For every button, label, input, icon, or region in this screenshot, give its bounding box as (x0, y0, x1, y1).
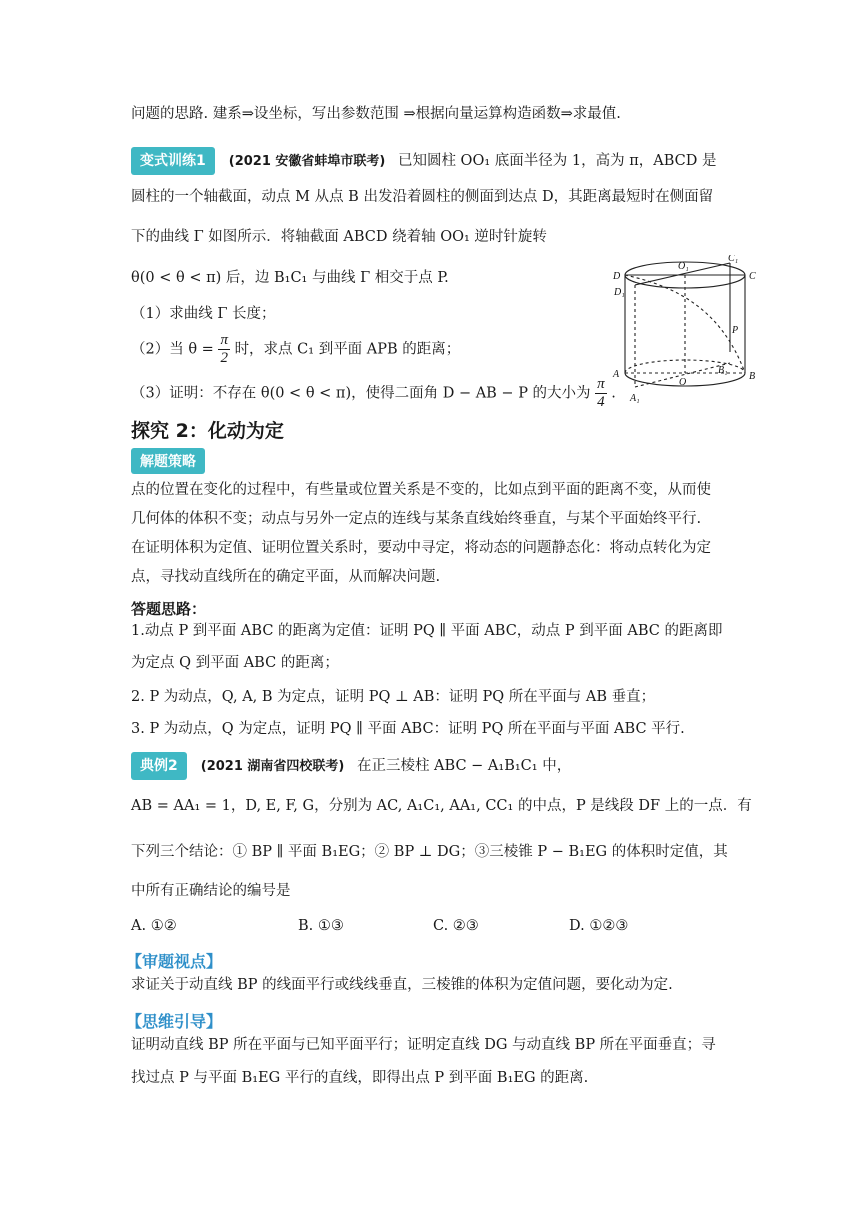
label-a: A (613, 369, 620, 380)
question-2-prefix: （2）当 θ = (131, 341, 214, 358)
label-b: B (749, 371, 756, 382)
variant-badge: 变式训练1 (131, 147, 215, 175)
example-source: (2021 湖南省四校联考) (200, 759, 345, 774)
question-3-suffix: . (611, 385, 616, 402)
fraction-pi-over-2 (218, 332, 230, 367)
option-b: B. ①③ (298, 918, 344, 934)
fraction-denominator: 2 (220, 350, 228, 366)
variant-line3: 下的曲线 Γ 如图所示．将轴截面 ABCD 绕着轴 OO₁ 逆时针旋转 (131, 229, 547, 245)
option-c: C. ②③ (433, 918, 479, 934)
fraction-pi-over-4 (595, 376, 607, 411)
fraction-numerator: π (597, 376, 605, 392)
label-d1: D₁ (614, 287, 625, 298)
label-o1: O₁ (678, 261, 689, 272)
review-title: 【审题视点】 (126, 952, 223, 971)
thinking-title: 【思维引导】 (126, 1012, 223, 1031)
label-o: O (679, 377, 687, 388)
question-2-suffix: 时，求点 C₁ 到平面 APB 的距离； (234, 341, 461, 358)
label-c1: C₁ (728, 255, 739, 264)
review-text: 求证关于动直线 BP 的线面平行或线线垂直，三棱锥的体积为定值问题，要化动为定. (131, 977, 673, 993)
idea-1a: 1.动点 P 到平面 ABC 的距离为定值：证明 PQ ∥ 平面 ABC，动点 P 到平面 ABC 的距离即 (131, 623, 723, 639)
example-line4: 中所有正确结论的编号是 (131, 883, 291, 899)
example-line3: 下列三个结论：① BP ∥ 平面 B₁EG；② BP ⊥ DG；③三棱锥 P − B₁EG 的体积时定值，其 (131, 844, 728, 860)
variant-line1: 已知圆柱 OO₁ 底面半径为 1，高为 π，ABCD 是 (397, 153, 717, 169)
thinking-line2: 找过点 P 与平面 B₁EG 平行的直线，即得出点 P 到平面 B₁EG 的距离. (131, 1070, 589, 1086)
option-d: D. ①②③ (569, 918, 629, 934)
label-a1: A₁ (630, 393, 640, 404)
label-b1: B₁ (718, 365, 728, 376)
variant-header-line (131, 147, 760, 175)
thinking-line1: 证明动直线 BP 所在平面与已知平面平行；证明定直线 DG 与动直线 BP 所在平面垂直；寻 (131, 1037, 716, 1053)
section-heading: 探究 2：化动为定 (131, 420, 284, 442)
idea-1b: 为定点 Q 到平面 ABC 的距离； (131, 655, 339, 671)
strategy-badge: 解题策略 (131, 448, 205, 474)
variant-line4: θ(0 < θ < π) 后，边 B₁C₁ 与曲线 Γ 相交于点 P. (131, 270, 449, 286)
label-p: P (732, 325, 739, 336)
intro-line: 问题的思路. 建系⇒设坐标，写出参数范围 ⇒根据向量运算构造函数⇒求最值. (131, 106, 621, 122)
strategy-p2: 几何体的体积不变；动点与另外一定点的连线与某条直线始终垂直，与某个平面始终平行. (131, 511, 702, 527)
variant-line2: 圆柱的一个轴截面，动点 M 从点 B 出发沿着圆柱的侧面到达点 D，其距离最短时在侧面留 (131, 189, 714, 205)
example-badge: 典例2 (131, 752, 187, 780)
example-line1: 在正三棱柱 ABC − A₁B₁C₁ 中， (356, 758, 572, 774)
idea-3: 3. P 为动点，Q 为定点，证明 PQ ∥ 平面 ABC：证明 PQ 所在平面与平面 ABC 平行. (131, 721, 685, 737)
example-header-line (131, 752, 760, 780)
question-3-prefix: （3）证明：不存在 θ(0 < θ < π)，使得二面角 D − AB − P 的大小为 (131, 385, 591, 402)
example-line2: AB = AA₁ = 1，D, E, F, G，分别为 AC, A₁C₁, AA₁, CC₁ 的中点，P 是线段 DF 上的一点．有 (131, 798, 752, 814)
fraction-numerator: π (220, 332, 228, 348)
variant-source: (2021 安徽省蚌埠市联考) (228, 154, 386, 169)
ideas-title: 答题思路： (131, 600, 207, 618)
strategy-p3: 在证明体积为定值、证明位置关系时，要动中寻定，将动态的问题静态化：将动点转化为定 (131, 540, 711, 556)
label-c: C (749, 271, 756, 282)
strategy-p1: 点的位置在变化的过程中，有些量或位置关系是不变的，比如点到平面的距离不变，从而使 (131, 482, 711, 498)
question-1: （1）求曲线 Γ 长度； (131, 306, 276, 322)
option-a: A. ①② (131, 918, 177, 934)
fraction-denominator: 4 (597, 394, 605, 410)
cylinder-figure (610, 255, 760, 405)
label-d: D (613, 271, 621, 282)
idea-2: 2. P 为动点，Q, A, B 为定点，证明 PQ ⊥ AB：证明 PQ 所在平面与 AB 垂直； (131, 689, 656, 705)
strategy-p4: 点，寻找动直线所在的确定平面，从而解决问题. (131, 569, 441, 585)
